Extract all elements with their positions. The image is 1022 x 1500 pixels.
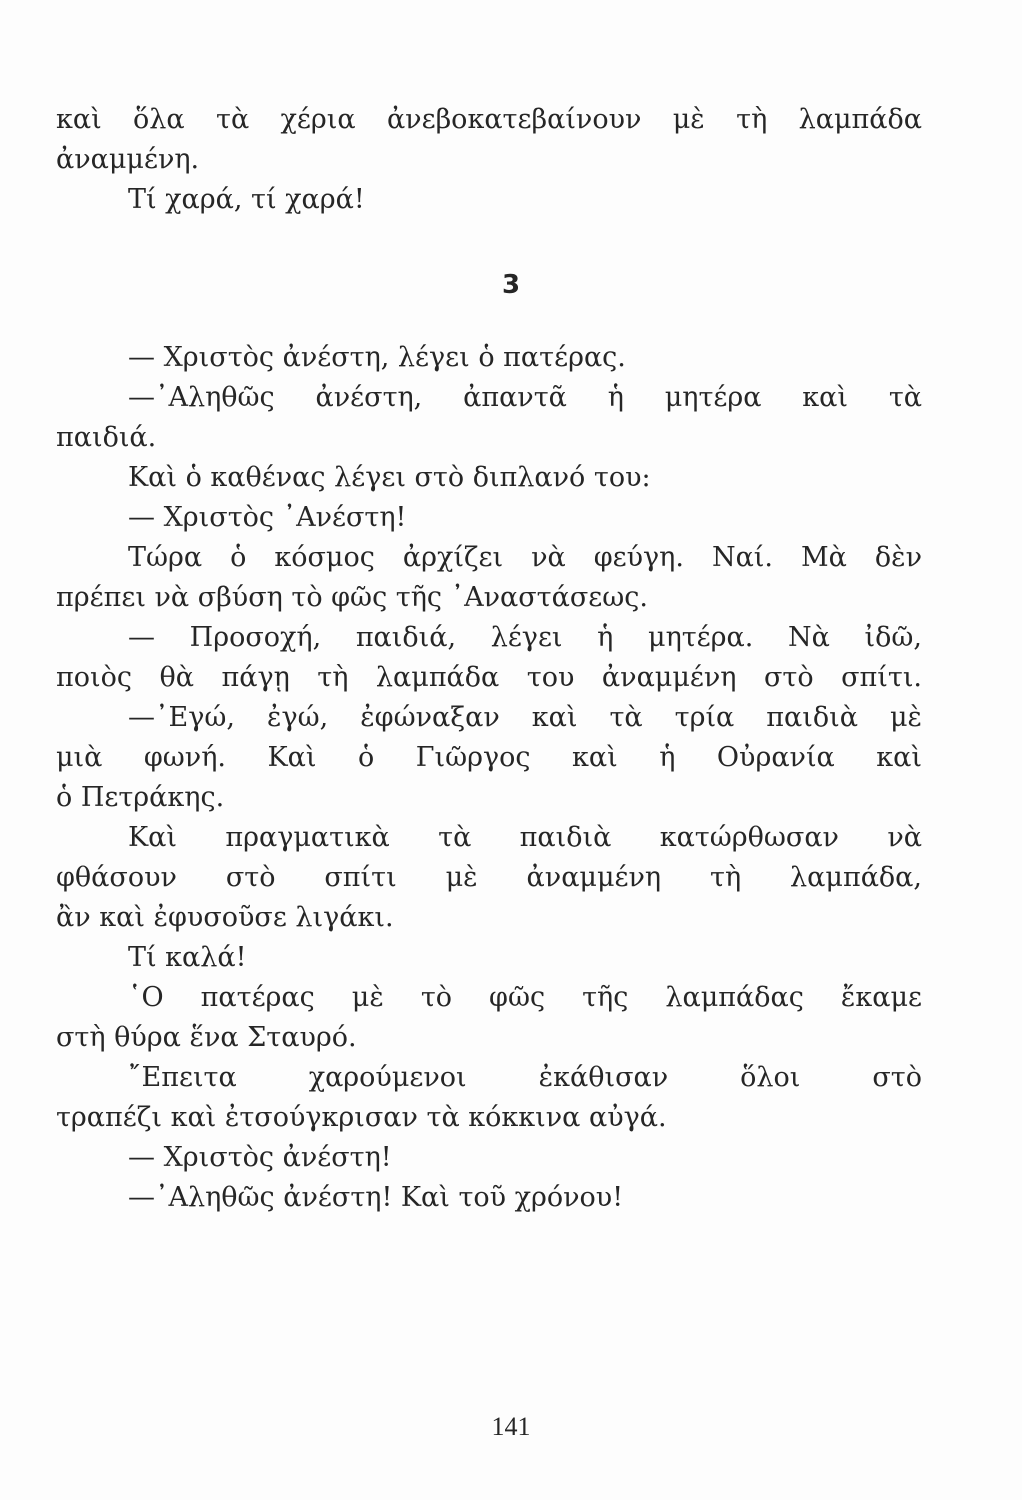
- text-line: Τώρα ὁ κόσμος ἀρχίζει νὰ φεύγη. Ναί. Μὰ δὲν: [128, 542, 922, 573]
- text-line: —᾽Εγώ, ἐγώ, ἐφώναξαν καὶ τὰ τρία παιδιὰ μὲ: [128, 702, 922, 733]
- text-line: μιὰ φωνή. Καὶ ὁ Γιῶργος καὶ ἡ Οὐρανία καὶ: [56, 742, 922, 773]
- text-line: —᾽Αληθῶς ἀνέστη, ἀπαντᾶ ἡ μητέρα καὶ τὰ: [128, 382, 922, 413]
- text-line: — Χριστὸς ἀνέστη, λέγει ὁ πατέρας.: [128, 342, 626, 373]
- text-line: Τί καλά!: [128, 942, 247, 973]
- text-block-top: [56, 100, 922, 220]
- text-line: —᾽Αληθῶς ἀνέστη! Καὶ τοῦ χρόνου!: [128, 1182, 624, 1213]
- section-number: 3: [501, 270, 521, 300]
- text-line: τραπέζι καὶ ἐτσούγκρισαν τὰ κόκκινα αὐγά.: [56, 1102, 667, 1133]
- text-line: ἂν καὶ ἐφυσοῦσε λιγάκι.: [56, 902, 394, 933]
- text-line: ῎Επειτα χαρούμενοι ἐκάθισαν ὅλοι στὸ: [128, 1062, 922, 1093]
- text-block-main: [56, 338, 922, 1218]
- text-line: παιδιά.: [56, 422, 157, 453]
- text-line: ὁ Πετράκης.: [56, 782, 225, 813]
- text-line: — Προσοχή, παιδιά, λέγει ἡ μητέρα. Νὰ ἰδῶ,: [128, 622, 922, 653]
- text-line: Καὶ ὁ καθένας λέγει στὸ διπλανό του:: [128, 462, 651, 493]
- text-line: Τί χαρά, τί χαρά!: [128, 184, 365, 215]
- text-line: Καὶ πραγματικὰ τὰ παιδιὰ κατώρθωσαν νὰ: [128, 822, 922, 853]
- text-line: πρέπει νὰ σβύση τὸ φῶς τῆς ᾽Αναστάσεως.: [56, 582, 648, 613]
- text-line: φθάσουν στὸ σπίτι μὲ ἀναμμένη τὴ λαμπάδα,: [56, 862, 922, 893]
- text-line: ἀναμμένη.: [56, 144, 200, 175]
- text-line: καὶ ὅλα τὰ χέρια ἀνεβοκατεβαίνουν μὲ τὴ λαμπάδα: [56, 104, 922, 135]
- text-line: ποιὸς θὰ πάγῃ τὴ λαμπάδα του ἀναμμένη στὸ σπίτι.: [56, 662, 922, 693]
- text-line: — Χριστὸς ᾽Ανέστη!: [128, 502, 407, 533]
- text-line: ῾Ο πατέρας μὲ τὸ φῶς τῆς λαμπάδας ἔκαμε: [128, 982, 922, 1013]
- text-line: — Χριστὸς ἀνέστη!: [128, 1142, 392, 1173]
- text-line: στὴ θύρα ἕνα Σταυρό.: [56, 1022, 357, 1053]
- page-number: 141: [491, 1412, 531, 1441]
